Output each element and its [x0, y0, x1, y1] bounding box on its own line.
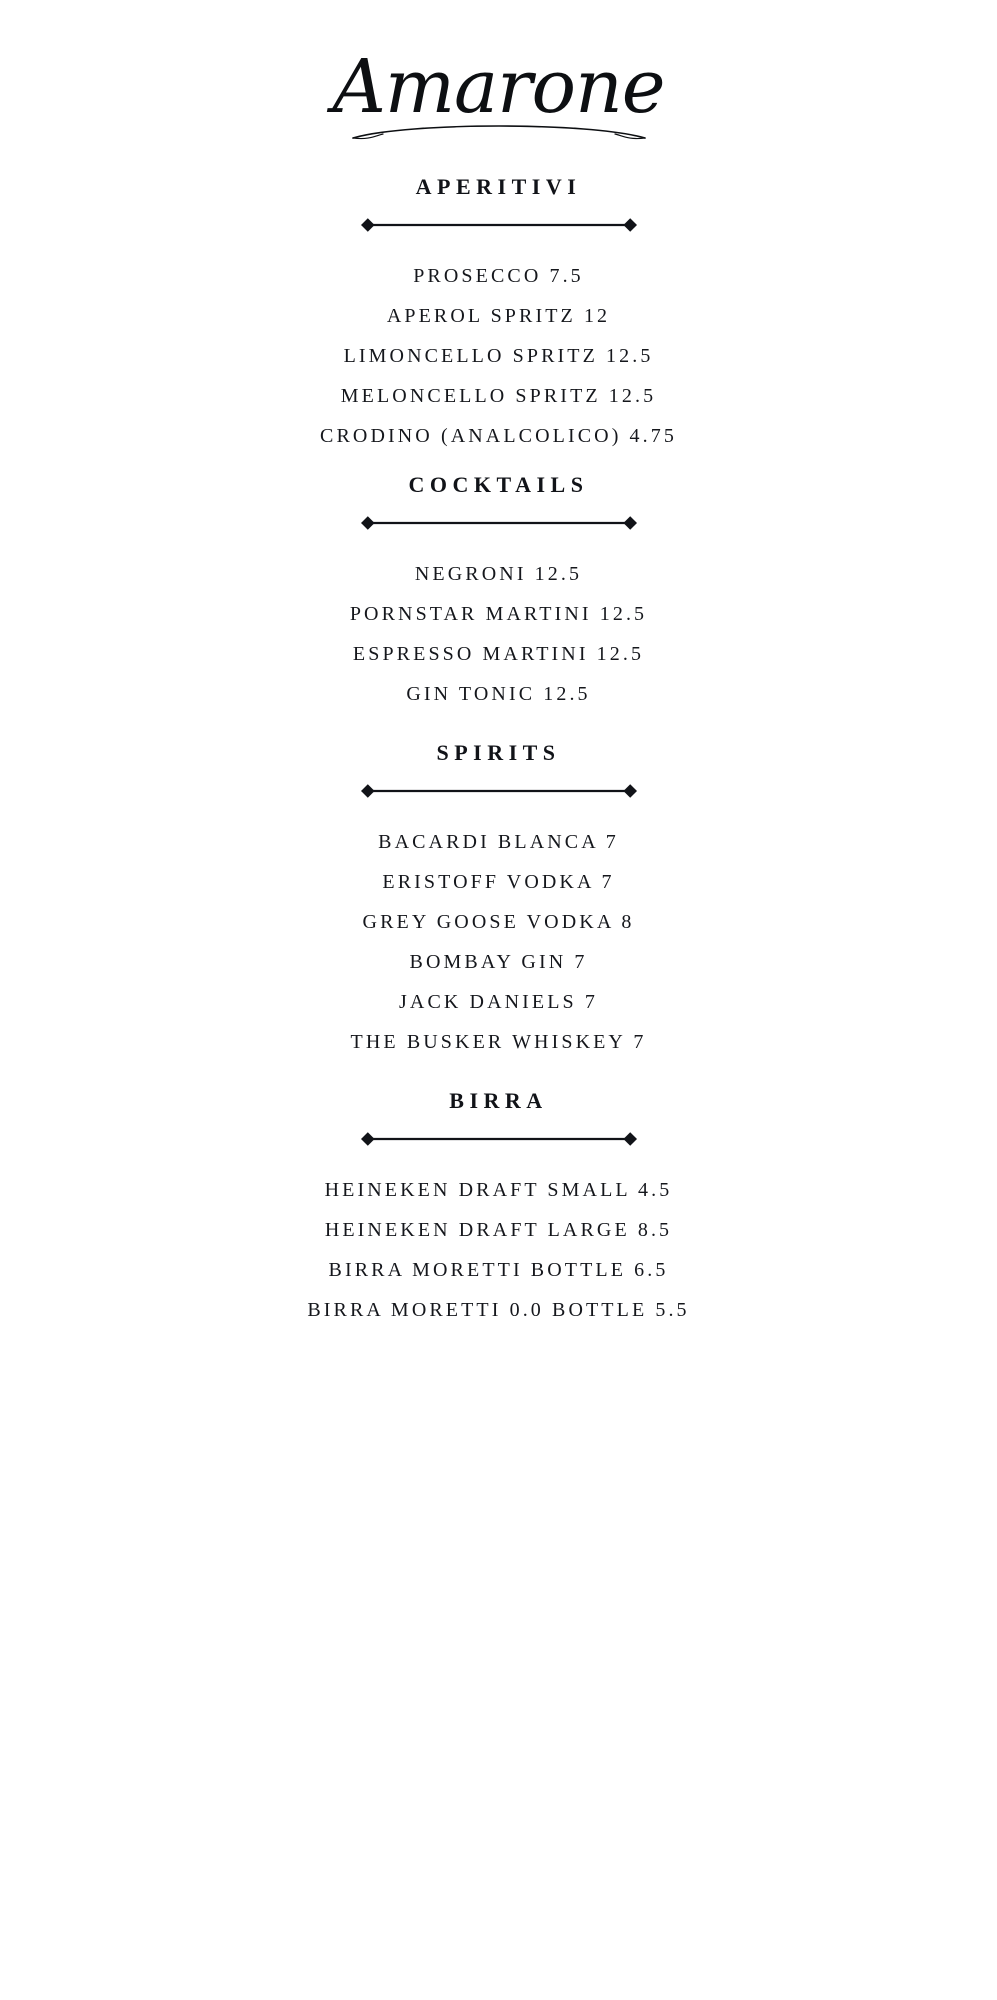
menu-item: APEROL SPRITZ 12 [386, 305, 611, 328]
menu-item: BOMBAY GIN 7 [409, 951, 588, 974]
section-title: SPIRITS [436, 740, 561, 766]
menu-item: MELONCELLO SPRITZ 12.5 [340, 385, 657, 408]
menu-section [219, 1088, 779, 1330]
section-items [219, 256, 779, 456]
menu-item: HEINEKEN DRAFT LARGE 8.5 [324, 1219, 673, 1242]
section-items [219, 1170, 779, 1330]
menu-item: NEGRONI 12.5 [414, 563, 583, 586]
section-title: BIRRA [449, 1088, 548, 1114]
menu-item: BIRRA MORETTI 0.0 BOTTLE 5.5 [307, 1299, 690, 1322]
brand-logo [289, 44, 709, 144]
menu-item: PORNSTAR MARTINI 12.5 [349, 603, 648, 626]
menu-item: BIRRA MORETTI BOTTLE 6.5 [328, 1259, 669, 1282]
section-items [219, 822, 779, 1062]
menu-item: GIN TONIC 12.5 [406, 683, 591, 706]
divider-icon [359, 514, 639, 532]
menu-item: ESPRESSO MARTINI 12.5 [352, 643, 645, 666]
menu-section [219, 740, 779, 1062]
menu-item: JACK DANIELS 7 [399, 991, 598, 1014]
menu-item: GREY GOOSE VODKA 8 [362, 911, 635, 934]
divider-icon [359, 782, 639, 800]
menu-item: PROSECCO 7.5 [413, 265, 584, 288]
section-items [219, 554, 779, 714]
menu-item: LIMONCELLO SPRITZ 12.5 [343, 345, 654, 368]
menu-item: BACARDI BLANCA 7 [378, 831, 619, 854]
menu-item: HEINEKEN DRAFT SMALL 4.5 [324, 1179, 673, 1202]
menu-section [219, 174, 779, 456]
menu-item: ERISTOFF VODKA 7 [382, 871, 615, 894]
section-title: COCKTAILS [408, 472, 589, 498]
brand-wordmark: Amarone [332, 44, 665, 130]
section-title: APERITIVI [415, 174, 582, 200]
divider-icon [359, 1130, 639, 1148]
menu-item: THE BUSKER WHISKEY 7 [350, 1031, 647, 1054]
divider-icon [359, 216, 639, 234]
menu-section [219, 472, 779, 714]
menu-item: CRODINO (ANALCOLICO) 4.75 [320, 425, 677, 448]
